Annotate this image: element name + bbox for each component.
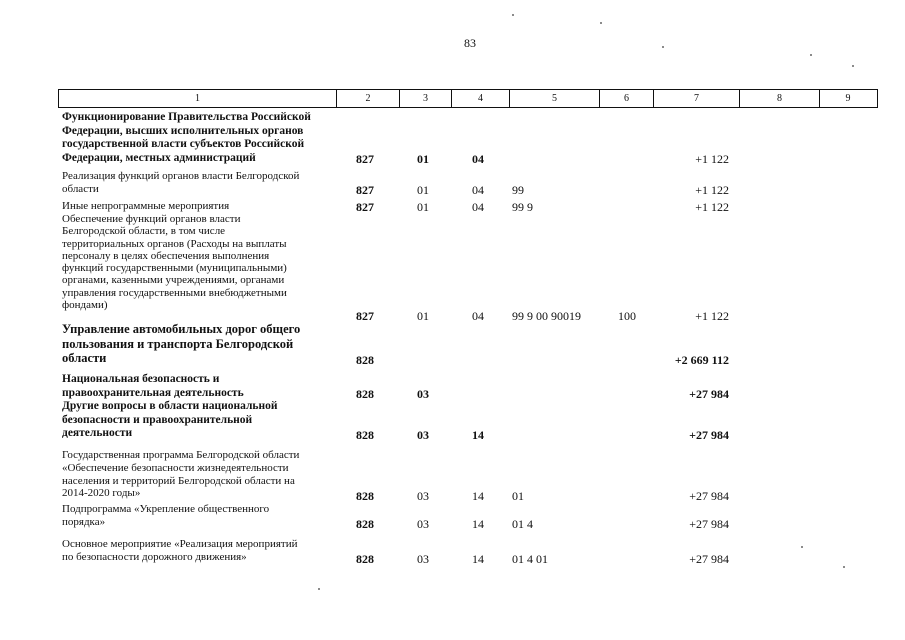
cell-c2: 828 xyxy=(356,387,374,401)
cell-c7: +27 984 xyxy=(689,387,729,401)
scan-speck xyxy=(852,65,854,67)
cell-c7: +2 669 112 xyxy=(674,353,729,367)
cell-c7: +27 984 xyxy=(689,517,729,531)
cell-c7: +27 984 xyxy=(689,489,729,503)
cell-c4: 04 xyxy=(472,200,484,214)
cell-c4: 14 xyxy=(472,517,484,531)
scan-speck xyxy=(512,14,514,16)
header-col-9: 9 xyxy=(819,90,876,107)
cell-c2: 828 xyxy=(356,517,374,531)
row-description: Обеспечение функций органов власти Белгородской области, в том числе территориальных органов (Расходы на выплаты персоналу в целях обеспечения выполнения функций государственными (муниципальными) органами, казенными учреждениями, органами управления государственными внебюджетными фондами) xyxy=(62,213,287,312)
cell-c4: 04 xyxy=(472,183,484,197)
cell-c5: 01 4 xyxy=(512,517,533,531)
cell-c7: +1 122 xyxy=(695,309,729,323)
scan-speck xyxy=(662,46,664,48)
row-description: Иные непрограммные мероприятия xyxy=(62,200,230,212)
cell-c4: 04 xyxy=(472,152,484,166)
cell-c2: 827 xyxy=(356,183,374,197)
cell-c2: 828 xyxy=(356,428,374,442)
row-description: Подпрограмма «Укрепление общественного порядка» xyxy=(62,503,270,528)
header-col-7: 7 xyxy=(653,90,739,107)
row-description: Другие вопросы в области национальной безопасности и правоохранительной деятельности xyxy=(62,400,278,439)
cell-c2: 827 xyxy=(356,309,374,323)
cell-c3: 01 xyxy=(417,200,429,214)
scan-speck xyxy=(600,22,602,24)
row-description: Основное мероприятие «Реализация мероприятий по безопасности дорожного движения» xyxy=(62,538,298,563)
row-description: Национальная безопасность и правоохранительная деятельность xyxy=(62,373,244,399)
cell-c2: 828 xyxy=(356,353,374,367)
row-description: Функционирование Правительства Российской Федерации, высших исполнительных органов государственной власти субъектов Российской Федерации, местных администраций xyxy=(62,111,311,164)
cell-c3: 01 xyxy=(417,309,429,323)
cell-c7: +1 122 xyxy=(695,200,729,214)
cell-c7: +27 984 xyxy=(689,552,729,566)
cell-c4: 14 xyxy=(472,428,484,442)
page-number: 83 xyxy=(464,36,476,50)
scan-speck xyxy=(801,546,803,548)
header-col-5: 5 xyxy=(509,90,599,107)
cell-c2: 828 xyxy=(356,552,374,566)
cell-c4: 14 xyxy=(472,552,484,566)
cell-c5: 01 4 01 xyxy=(512,552,548,566)
cell-c7: +1 122 xyxy=(695,152,729,166)
cell-c2: 827 xyxy=(356,152,374,166)
cell-c3: 01 xyxy=(417,152,429,166)
cell-c3: 03 xyxy=(417,428,429,442)
cell-c5: 01 xyxy=(512,489,524,503)
scan-speck xyxy=(810,54,812,56)
cell-c5: 99 xyxy=(512,183,524,197)
header-col-2: 2 xyxy=(336,90,399,107)
header-col-8: 8 xyxy=(739,90,819,107)
cell-c6: 100 xyxy=(618,309,636,323)
cell-c4: 04 xyxy=(472,309,484,323)
header-col-4: 4 xyxy=(451,90,509,107)
cell-c3: 01 xyxy=(417,183,429,197)
cell-c3: 03 xyxy=(417,517,429,531)
table-header xyxy=(58,89,878,108)
cell-c4: 14 xyxy=(472,489,484,503)
cell-c5: 99 9 xyxy=(512,200,533,214)
header-col-1: 1 xyxy=(195,93,200,104)
cell-c7: +1 122 xyxy=(695,183,729,197)
cell-c3: 03 xyxy=(417,489,429,503)
scan-speck xyxy=(843,566,845,568)
cell-c2: 828 xyxy=(356,489,374,503)
row-description: Государственная программа Белгородской области «Обеспечение безопасности жизнедеятельности населения и территорий Белгородской области на 2014-2020 годы» xyxy=(62,449,300,500)
header-col-6: 6 xyxy=(599,90,653,107)
cell-c3: 03 xyxy=(417,387,429,401)
row-description: Реализация функций органов власти Белгородской области xyxy=(62,170,300,195)
cell-c3: 03 xyxy=(417,552,429,566)
cell-c2: 827 xyxy=(356,200,374,214)
row-description: Управление автомобильных дорог общего пользования и транспорта Белгородской области xyxy=(62,322,301,365)
cell-c7: +27 984 xyxy=(689,428,729,442)
header-col-3: 3 xyxy=(399,90,451,107)
cell-c5: 99 9 00 90019 xyxy=(512,309,581,323)
scan-speck xyxy=(318,588,320,590)
